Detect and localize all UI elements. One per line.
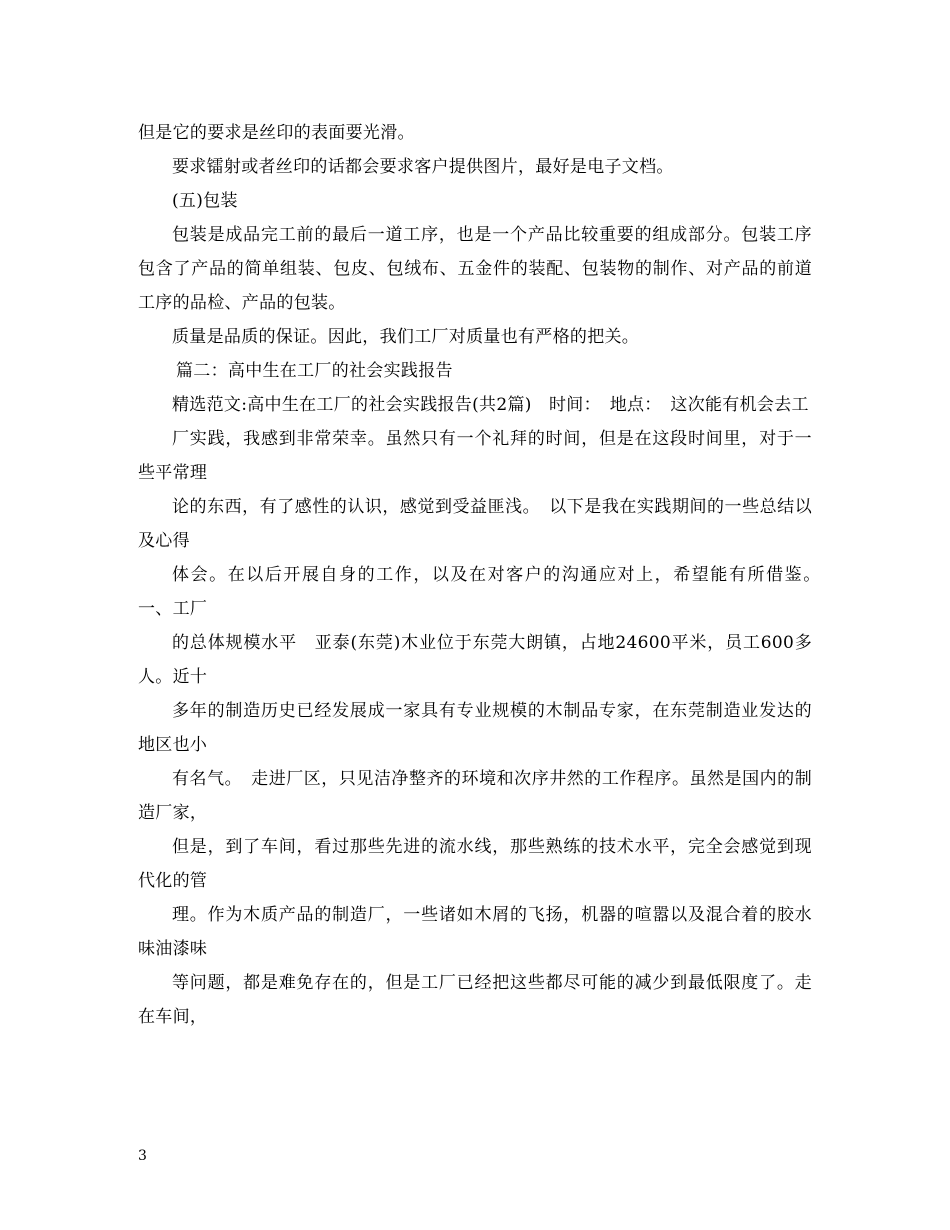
document-body [138,116,830,1034]
paragraph: 论的东西，有了感性的认识，感觉到受益匪浅。 以下是我在实践期间的一些总结以及心得 [138,497,812,551]
paragraph: 质量是品质的保证。因此，我们工厂对质量也有严格的把关。 [172,327,640,347]
paragraph: 但是，到了车间，看过那些先进的流水线，那些熟练的技术水平，完全会感觉到现代化的管 [138,837,812,891]
paragraph: 多年的制造历史已经发展成一家具有专业规模的木制品专家，在东莞制造业发达的地区也小 [138,701,812,755]
section-heading: (五)包装 [172,191,238,211]
paragraph: 精选范文:高中生在工厂的社会实践报告(共2篇) 时间： 地点： 这次能有机会去工 [172,395,809,415]
paragraph: 等问题，都是难免存在的，但是工厂已经把这些都尽可能的减少到最低限度了。走在车间， [138,973,812,1027]
paragraph: 要求镭射或者丝印的话都会要求客户提供图片，最好是电子文档。 [172,157,674,177]
paragraph: 的总体规模水平 亚泰(东莞)木业位于东莞大朗镇，占地24600平米，员工600多人。近十 [138,633,812,687]
paragraph: 理。作为木质产品的制造厂，一些诸如木屑的飞扬，机器的喧嚣以及混合着的胶水味油漆味 [138,905,812,959]
paragraph: 厂实践，我感到非常荣幸。虽然只有一个礼拜的时间，但是在这段时间里，对于一些平常理 [138,429,812,483]
chapter-heading: 篇二：高中生在工厂的社会实践报告 [176,361,453,381]
paragraph: 包装是成品完工前的最后一道工序，也是一个产品比较重要的组成部分。包装工序包含了产品的简单组装、包皮、包绒布、五金件的装配、包装物的制作、对产品的前道工序的品检、产品的包装。 [138,225,812,313]
paragraph: 体会。在以后开展自身的工作，以及在对客户的沟通应对上，希望能有所借鉴。 一、工厂 [138,565,830,619]
paragraph: 有名气。 走进厂区，只见洁净整齐的环境和次序井然的工作程序。虽然是国内的制造厂家， [138,769,812,823]
paragraph: 但是它的要求是丝印的表面要光滑。 [138,123,415,143]
page-number: 3 [138,1148,147,1164]
